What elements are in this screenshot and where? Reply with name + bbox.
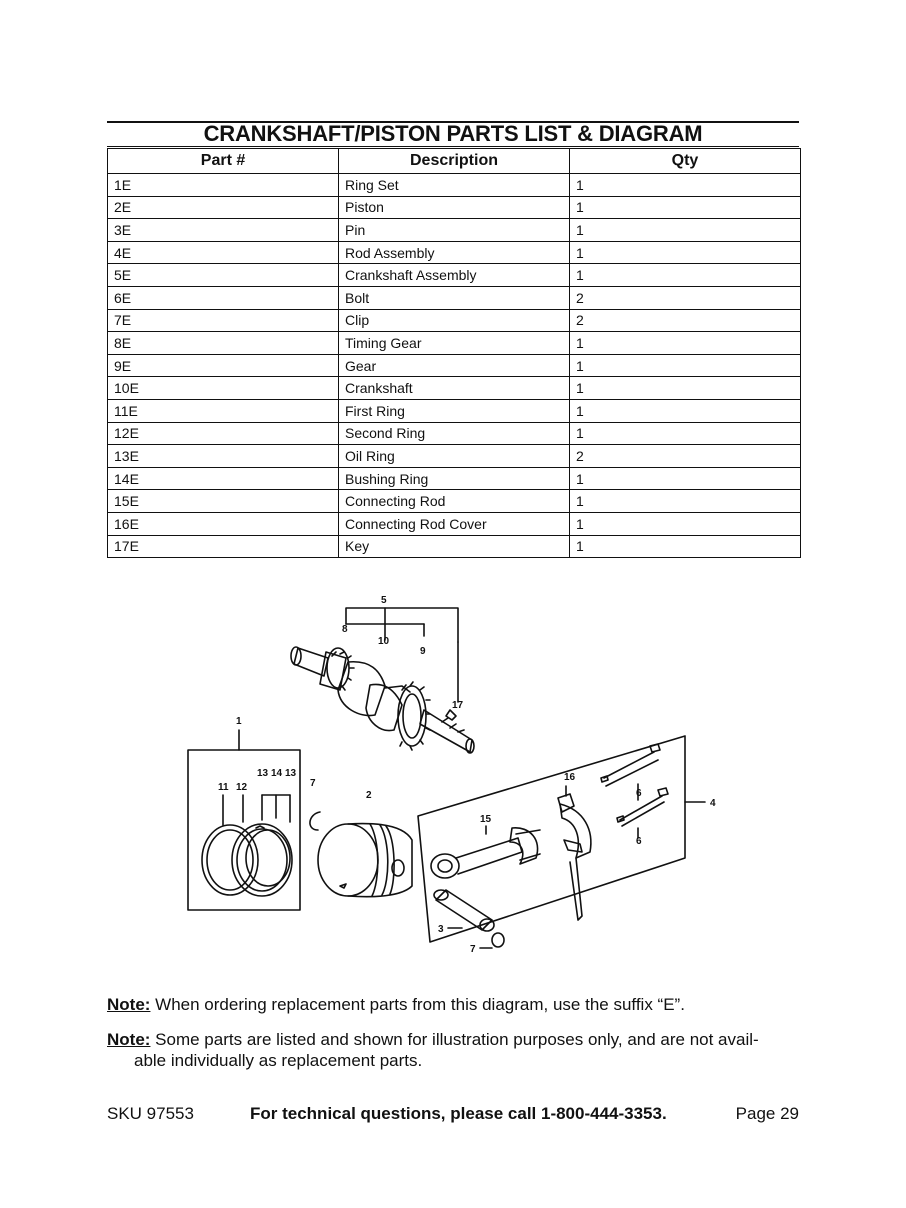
- table-row: [108, 445, 801, 468]
- piston-rings-drawing: [202, 824, 292, 896]
- note-text-continued: able individually as replacement parts.: [134, 1051, 423, 1070]
- note-label: Note:: [107, 995, 151, 1014]
- description-cell: Second Ring: [339, 422, 570, 445]
- callout-2: 2: [366, 790, 372, 801]
- qty-cell: 1: [570, 490, 801, 513]
- table-row: [108, 196, 801, 219]
- part-number-cell: 4E: [108, 241, 339, 264]
- footer-sku: SKU 97553: [107, 1104, 194, 1123]
- callout-8: 8: [342, 624, 348, 635]
- description-cell: Piston: [339, 196, 570, 219]
- callout-14: 14: [271, 768, 283, 779]
- rod-assembly-bracket: [418, 736, 705, 942]
- footer-tech-support: For technical questions, please call 1-800-444-3353.: [250, 1104, 667, 1123]
- table-row: [108, 309, 801, 332]
- description-cell: Oil Ring: [339, 445, 570, 468]
- part-number-cell: 15E: [108, 490, 339, 513]
- callout-6b: 6: [636, 836, 642, 847]
- crankshaft-drawing: [291, 647, 474, 753]
- part-number-cell: 8E: [108, 332, 339, 355]
- qty-cell: 1: [570, 332, 801, 355]
- callout-7a: 7: [310, 778, 316, 789]
- table-row: [108, 241, 801, 264]
- description-cell: Ring Set: [339, 174, 570, 197]
- crankshaft-piston-diagram: [180, 590, 740, 965]
- column-header-description: Description: [339, 149, 570, 174]
- callout-13b: 13: [285, 768, 297, 779]
- part-number-cell: 12E: [108, 422, 339, 445]
- description-cell: Connecting Rod Cover: [339, 512, 570, 535]
- part-number-cell: 7E: [108, 309, 339, 332]
- qty-cell: 2: [570, 445, 801, 468]
- part-number-cell: 5E: [108, 264, 339, 287]
- qty-cell: 1: [570, 354, 801, 377]
- callout-1: 1: [236, 716, 242, 727]
- callout-9: 9: [420, 646, 426, 657]
- part-number-cell: 16E: [108, 512, 339, 535]
- description-cell: Bolt: [339, 286, 570, 309]
- callout-11: 11: [218, 782, 229, 793]
- parts-table-body: [108, 174, 801, 558]
- table-row: [108, 467, 801, 490]
- description-cell: Connecting Rod: [339, 490, 570, 513]
- callout-17: 17: [452, 700, 464, 711]
- part-number-cell: 9E: [108, 354, 339, 377]
- part-number-cell: 17E: [108, 535, 339, 558]
- parts-table: [107, 148, 801, 558]
- piston-drawing: [318, 824, 412, 897]
- part-number-cell: 3E: [108, 219, 339, 242]
- description-cell: Pin: [339, 219, 570, 242]
- description-cell: Bushing Ring: [339, 467, 570, 490]
- qty-cell: 1: [570, 174, 801, 197]
- callout-12: 12: [236, 782, 248, 793]
- table-row: [108, 377, 801, 400]
- note-text: Some parts are listed and shown for illustration purposes only, and are not avail-: [150, 1030, 759, 1049]
- callout-5: 5: [381, 595, 387, 606]
- qty-cell: 2: [570, 286, 801, 309]
- qty-cell: 1: [570, 422, 801, 445]
- note-suffix: [107, 994, 802, 1015]
- description-cell: Crankshaft: [339, 377, 570, 400]
- table-header-row: [108, 149, 801, 174]
- table-row: [108, 219, 801, 242]
- description-cell: Key: [339, 535, 570, 558]
- part-number-cell: 13E: [108, 445, 339, 468]
- part-number-cell: 1E: [108, 174, 339, 197]
- table-row: [108, 512, 801, 535]
- table-row: [108, 535, 801, 558]
- table-row: [108, 490, 801, 513]
- part-number-cell: 6E: [108, 286, 339, 309]
- piston-pin-drawing: [434, 890, 504, 948]
- note-text: When ordering replacement parts from this diagram, use the suffix “E”.: [150, 995, 685, 1014]
- footer-page-number: Page 29: [735, 1104, 799, 1123]
- callout-7b: 7: [470, 944, 476, 955]
- callout-10: 10: [378, 636, 390, 647]
- column-header-part: Part #: [108, 149, 339, 174]
- note-label: Note:: [107, 1030, 151, 1049]
- qty-cell: 1: [570, 196, 801, 219]
- part-number-cell: 11E: [108, 399, 339, 422]
- description-cell: Gear: [339, 354, 570, 377]
- table-row: [108, 354, 801, 377]
- table-row: [108, 174, 801, 197]
- table-row: [108, 332, 801, 355]
- qty-cell: 1: [570, 264, 801, 287]
- part-number-cell: 10E: [108, 377, 339, 400]
- title-bottom-rule: [107, 146, 799, 147]
- page-title: CRANKSHAFT/PISTON PARTS LIST & DIAGRAM: [203, 121, 703, 146]
- qty-cell: 1: [570, 512, 801, 535]
- qty-cell: 1: [570, 219, 801, 242]
- part-number-cell: 2E: [108, 196, 339, 219]
- callout-15: 15: [480, 814, 492, 825]
- table-row: [108, 399, 801, 422]
- qty-cell: 1: [570, 377, 801, 400]
- column-header-qty: Qty: [570, 149, 801, 174]
- connecting-rod-cover-drawing: [558, 794, 591, 920]
- description-cell: Clip: [339, 309, 570, 332]
- qty-cell: 1: [570, 241, 801, 264]
- callout-13a: 13: [257, 768, 269, 779]
- qty-cell: 2: [570, 309, 801, 332]
- qty-cell: 1: [570, 535, 801, 558]
- crankshaft-assembly-bracket: [346, 608, 458, 702]
- callout-3: 3: [438, 924, 444, 935]
- description-cell: Rod Assembly: [339, 241, 570, 264]
- table-row: [108, 422, 801, 445]
- connecting-rod-drawing: [431, 828, 540, 878]
- part-number-cell: 14E: [108, 467, 339, 490]
- description-cell: Timing Gear: [339, 332, 570, 355]
- table-row: [108, 264, 801, 287]
- callout-6a: 6: [636, 788, 642, 799]
- callout-16: 16: [564, 772, 576, 783]
- description-cell: Crankshaft Assembly: [339, 264, 570, 287]
- description-cell: First Ring: [339, 399, 570, 422]
- callout-4: 4: [710, 798, 716, 809]
- qty-cell: 1: [570, 467, 801, 490]
- clip-drawing: [310, 812, 320, 830]
- table-row: [108, 286, 801, 309]
- qty-cell: 1: [570, 399, 801, 422]
- note-availability: [107, 1029, 802, 1071]
